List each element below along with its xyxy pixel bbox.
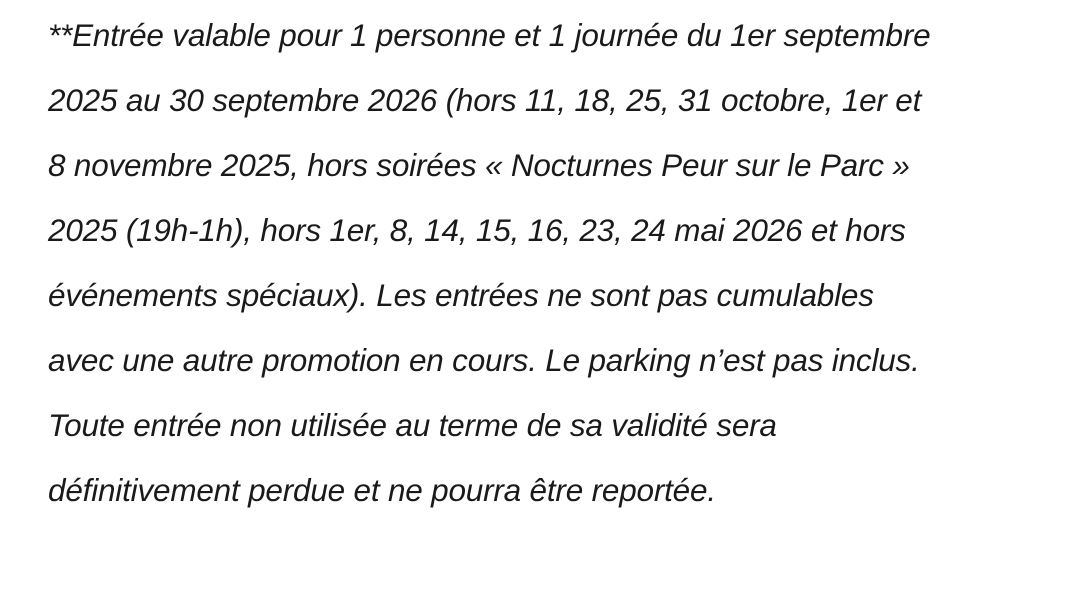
terms-line: événements spéciaux). Les entrées ne sont pas cumulables: [48, 277, 874, 313]
terms-line: 2025 (19h-1h), hors 1er, 8, 14, 15, 16, 23, 24 mai 2026 et hors: [48, 212, 906, 248]
terms-line: avec une autre promotion en cours. Le parking n’est pas inclus.: [48, 342, 920, 378]
terms-note: [48, 3, 1058, 523]
terms-line: Toute entrée non utilisée au terme de sa validité sera: [48, 407, 777, 443]
terms-line: 8 novembre 2025, hors soirées « Nocturnes Peur sur le Parc »: [48, 147, 910, 183]
terms-line: **Entrée valable pour 1 personne et 1 journée du 1er septembre: [48, 17, 931, 53]
terms-line: 2025 au 30 septembre 2026 (hors 11, 18, 25, 31 octobre, 1er et: [48, 82, 922, 118]
terms-line: définitivement perdue et ne pourra être reportée.: [48, 472, 716, 508]
